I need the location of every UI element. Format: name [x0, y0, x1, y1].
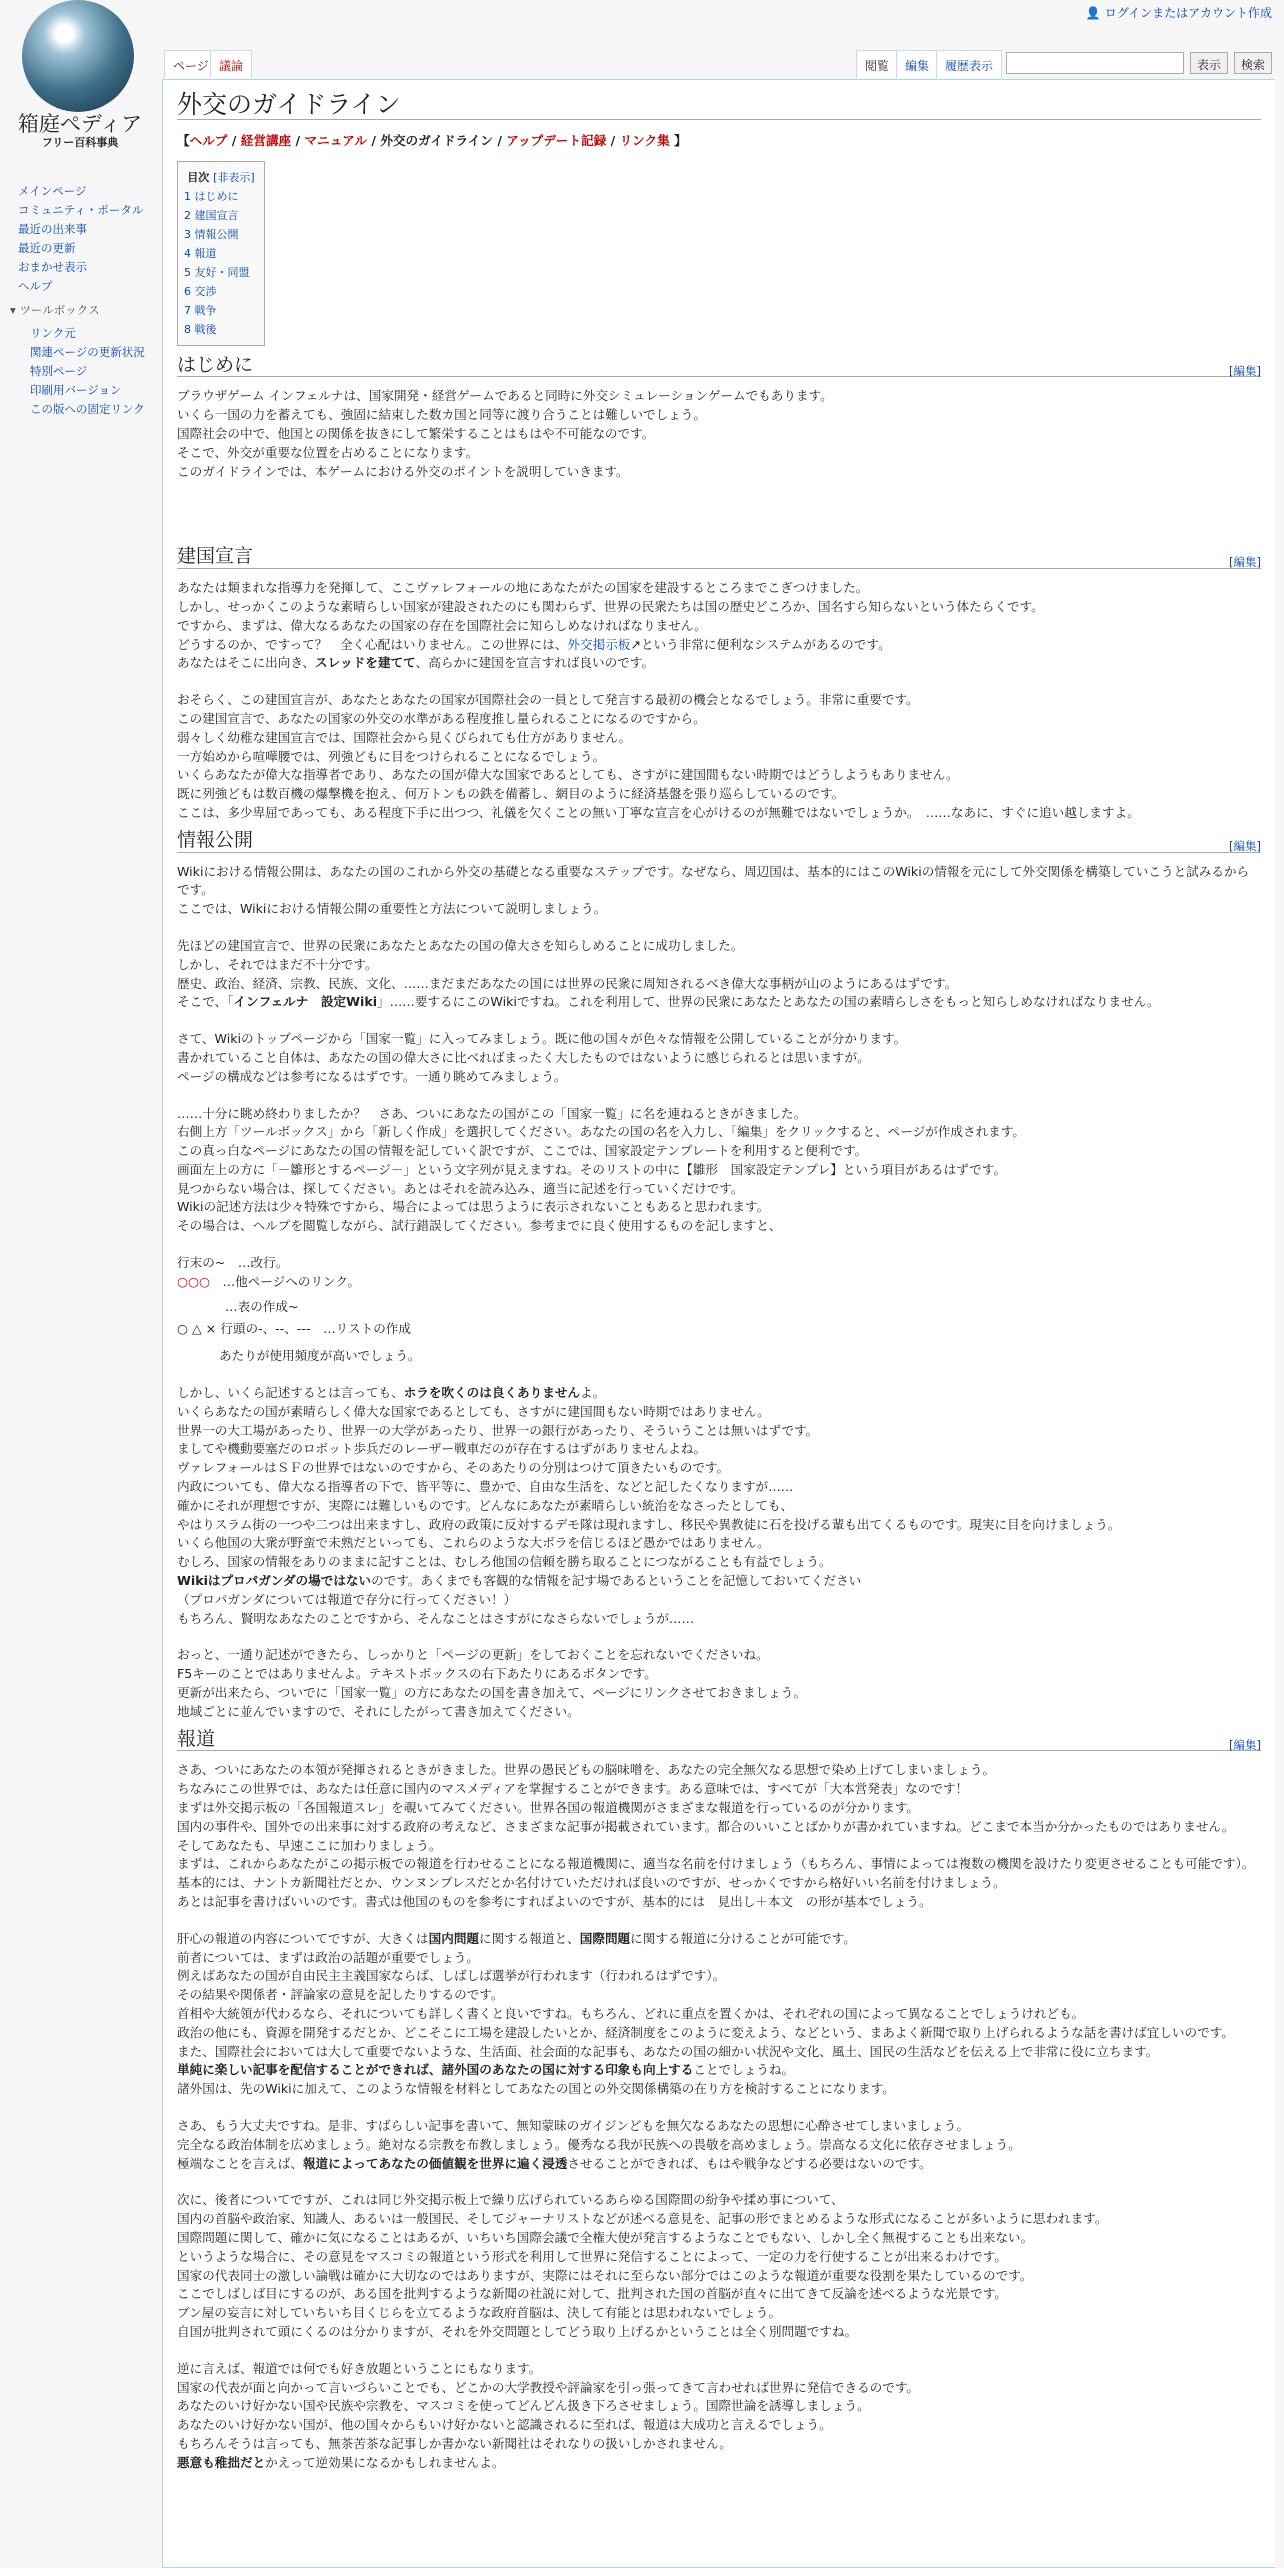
crumb-links[interactable]: リンク集 [619, 132, 670, 148]
toc-item-7[interactable]: 7 戦争 [184, 303, 217, 317]
paragraph: 単純に楽しい記事を配信することができれば、諸外国のあなたの国に対する印象も向上することでしょうね。 [177, 2062, 795, 2078]
tab-edit[interactable]: 編集 [896, 50, 938, 78]
diplomacy-board-link[interactable]: 外交掲示板 [567, 636, 631, 652]
nav-main-page[interactable]: メインページ [18, 184, 87, 198]
paragraph: あなたのいけ好かない国が、他の国々からもいけ好かないと認識されるに至れば、報道は大成功と言えるでしょう。 [177, 2417, 832, 2433]
paragraph: むしろ、国家の情報をありのままに記すことは、むしろ他国の信頼を勝ち取ることにつながることも有益でしょう。 [177, 1554, 832, 1570]
edit-link-disclosure[interactable]: [編集] [1229, 838, 1261, 853]
paragraph: やはりスラム街の一つや二つは出来ますし、政府の政策に反対するデモ隊は現れますし、移民や異教徒に石を投げる輩も出てくるものです。現実に目を向けましょう。 [177, 1516, 1121, 1532]
paragraph: 弱々しく幼稚な建国宣言では、国際社会から見くびられても仕方がありません。 [177, 729, 632, 745]
paragraph: 国際社会の中で、他国との関係を抜きにして繁栄することはもはや不可能なのです。 [177, 425, 655, 441]
paragraph: 更新が出来たら、ついでに「国家一覧」の方にあなたの国を書き加えて、ページにリンクさせておきましょう。 [177, 1685, 806, 1701]
paragraph: ページの構成などは参考になるはずです。一通り眺めてみましょう。 [177, 1068, 567, 1084]
tab-read[interactable]: 閲覧 [856, 50, 898, 78]
paragraph: もちろんそうは言っても、無茶苦茶な記事しか書かない新聞社はそれなりの扱いしかされません。 [177, 2435, 732, 2451]
paragraph: まずは、これからあなたがこの掲示板での報道を行わせることになる報道機関に、適当な名前を付けましょう（もちろん、事情によっては複数の機関を設けたり変更させることも可能です）。 [177, 1856, 1255, 1872]
paragraph: 肝心の報道の内容についてですが、大きくは国内問題に関する報道と、国際問題に関する報道に分けることが可能です。 [177, 1930, 856, 1946]
paragraph: いくらあなたの国が素晴らしく偉大な国家であるとしても、さすがに建国間もない時期ではありません。 [177, 1403, 770, 1419]
paragraph: 前者については、まずは政治の話題が重要でしょう。 [177, 1949, 479, 1965]
paragraph: 国家の代表が面と向かって言いづらいことでも、どこかの大学教授や評論家を引っ張ってきて言わせれば世界に発信できるのです。 [177, 2379, 920, 2395]
site-logo[interactable] [22, 0, 134, 112]
table-of-contents [177, 161, 265, 346]
paragraph: ここは、多少卑屈であっても、ある程度下手に出つつ、礼儀を欠くことの無い丁寧な宣言を心がけるのが無難ではないでしょうか。 ……なあに、すぐに追い越しますよ。 [177, 804, 1140, 820]
external-link-icon: ↗ [630, 636, 641, 652]
paragraph: ブン屋の妄言に対していちいち目くじらを立てるような政府首脳は、決して有能とは思われないでしょう。 [177, 2305, 781, 2321]
toolbox-related-changes[interactable]: 関連ページの更新状況 [30, 345, 145, 359]
paragraph: どうするのか、ですって？ 全く心配はいりません。この世界には、外交掲示板↗という非常に便利なシステムがあるのです。 [177, 636, 891, 652]
paragraph: さあ、もう大丈夫ですね。是非、すばらしい記事を書いて、無知蒙昧のガイジンどもを無欠なるあなたの思想に心酔させてしまいましょう。 [177, 2117, 969, 2133]
paragraph: この建国宣言で、あなたの国家の外交の水準がある程度推し量られることになるのですから。 [177, 710, 706, 726]
syntax-note: あたりが使用頻度が高いでしょう。 [219, 1348, 421, 1364]
paragraph: 国際問題に関して、確かに気になることはあるが、いちいち国際会議で全権大使が発言するようなことでもない、しかし全く無視することも出来ない。 [177, 2229, 1034, 2245]
toc-title: 目次 [187, 170, 210, 184]
paragraph: Wikiはプロパガンダの場ではないのです。あくまでも客観的な情報を記す場であるということを記憶しておいてください [177, 1573, 862, 1589]
paragraph: そこで、「インフェルナ 設定Wiki」……要するにこのWikiですね。これを利用して、世界の民衆にあなたとあなたの国の素晴らしさをもっと知らしめなければなりません。 [177, 994, 1160, 1010]
toc-item-1[interactable]: 1 はじめに [184, 189, 239, 203]
syntax-example: ○ △ × 行頭の-、--、--- …リストの作成 [177, 1321, 411, 1337]
crumb-help[interactable]: ヘルプ [189, 132, 228, 148]
syntax-example: 行末の~ …改行。 [177, 1255, 289, 1271]
edit-link-intro[interactable]: [編集] [1229, 363, 1261, 378]
paragraph: さあ、ついにあなたの本領が発揮されるときがきました。世界の愚民どもの脳味噌を、あなたの完全無欠なる思想で染め上げてしまいましょう。 [177, 1762, 996, 1778]
tab-history[interactable]: 履歴表示 [936, 50, 1002, 78]
paragraph: もちろん、賢明なあなたのことですから、そんなことはさすがになさらないでしょうが…… [177, 1610, 695, 1626]
tab-talk[interactable]: 議論 [210, 50, 252, 78]
paragraph: そこで、外交が重要な位置を占めることになります。 [177, 444, 478, 460]
search-button[interactable]: 検索 [1234, 52, 1272, 74]
paragraph: ブラウザゲーム インフェルナは、国家開発・経営ゲームであると同時に外交シミュレーションゲームでもあります。 [177, 388, 833, 404]
user-icon: 👤 [1085, 6, 1101, 20]
section-heading-intro: はじめに [編集] [177, 356, 1261, 378]
paragraph: 極端なことを言えば、報道によってあなたの価値観を世界に遍く浸透させることができれば、もはや戦争などする必要はないのです。 [177, 2155, 932, 2171]
nav-recent-changes[interactable]: 最近の更新 [18, 241, 76, 255]
paragraph: 基本的には、ナントカ新聞社だとか、ウンヌンプレスだとか名付けていただければ良いのですが、せっかくですから格好いい名前を付けましょう。 [177, 1875, 1006, 1891]
paragraph: その場合は、ヘルプを閲覧しながら、試行錯誤してください。参考までに良く使用するものを記しますと、 [177, 1218, 782, 1234]
search-input[interactable] [1006, 52, 1184, 74]
paragraph: 逆に言えば、報道では何でも好き放題ということにもなります。 [177, 2360, 542, 2376]
paragraph: いくら他国の大衆が野蛮で未熟だといっても、これらのような大ボラを信じるほど愚かではありません。 [177, 1535, 770, 1551]
toolbox-print-version[interactable]: 印刷用バージョン [30, 383, 122, 397]
syntax-example: ○○○ …他ページへのリンク。 [177, 1273, 361, 1289]
paragraph: いくらあなたが偉大な指導者であり、あなたの国が偉大な国家であるとしても、さすがに建国間もない時期ではどうしようもありません。 [177, 767, 959, 783]
paragraph: 国家の代表同士の激しい論戦は確かに大切なのではありますが、実際にはそれに至らない部分ではこのような報道が重要な役割を果たしているのです。 [177, 2267, 1033, 2283]
section-heading-press: 報道 [編集] [177, 1730, 1261, 1752]
paragraph: ヴァレフォールはＳＦの世界ではないのですから、そのあたりの分別はつけて頂きたいものです。 [177, 1460, 730, 1476]
toc-item-3[interactable]: 3 情報公開 [184, 227, 239, 241]
paragraph: また、国際社会においては大して重要でないような、生活面、社会面的な記事も、あなたの国の細かい状況や文化、風土、国民の生活などを伝える上で非常に役に立ちます。 [177, 2043, 1159, 2059]
paragraph: 内政についても、偉大なる指導者の下で、皆平等に、豊かで、自由な生活を、などと記したくなりますが…… [177, 1479, 794, 1495]
paragraph: 例えばあなたの国が自由民主主義国家ならば、しばしば選挙が行われます（行われるはずです）。 [177, 1968, 726, 1984]
crumb-course[interactable]: 経営講座 [240, 132, 292, 148]
site-subtitle: フリー百科事典 [41, 136, 119, 149]
breadcrumb: 【ヘルプ / 経営講座 / マニュアル / 外交のガイドライン / アップデート記録 / リンク集 】 [177, 132, 687, 148]
paragraph: あなたはそこに出向き、スレッドを建てて、高らかに建国を宣言すれば良いのです。 [177, 655, 654, 671]
crumb-current: 外交のガイドライン [380, 132, 493, 148]
paragraph: 自国が批判されて頭にくるのは分かりますが、それを外交問題としてどう取り上げるかということは全く別問題ですね。 [177, 2323, 858, 2339]
crumb-manual[interactable]: マニュアル [304, 132, 367, 148]
page-title: 外交のガイドライン [177, 96, 1261, 120]
paragraph: 一方始めから喧嘩腰では、列強どもに目をつけられることになるでしょう。 [177, 748, 606, 764]
edit-link-declaration[interactable]: [編集] [1229, 555, 1261, 570]
paragraph: （プロパガンダについては報道で存分に行ってください！） [177, 1591, 517, 1607]
paragraph: しかし、いくら記述するとは言っても、ホラを吹くのは良くありませんよ。 [177, 1385, 606, 1401]
paragraph: まずは外交掲示板の「各国報道スレ」を覗いてみてください。世界各国の報道機関がさまざまな報道を行っているのが分かります。 [177, 1800, 920, 1815]
paragraph: 諸外国は、先のWikiに加えて、このような情報を材料としてあなたの国との外交関係構築の在り方を検討することになります。 [177, 2081, 895, 2097]
toolbox-permalink[interactable]: この版への固定リンク [30, 402, 145, 416]
paragraph: F5キーのことではありませんよ。テキストボックスの右下あたりにあるボタンです。 [177, 1666, 657, 1682]
edit-link-press[interactable]: [編集] [1229, 1737, 1261, 1752]
paragraph: そしてあなたも、早速ここに加わりましょう。 [177, 1837, 442, 1853]
paragraph: 世界一の大工場があったり、世界一の大学があったり、世界一の銀行があったり、そういうことは無いはずです。 [177, 1422, 819, 1438]
paragraph: さて、Wikiのトップページから「国家一覧」に入ってみましょう。既に他の国々が色々な情報を公開していることが分かります。 [177, 1031, 907, 1047]
paragraph: 右側上方「ツールボックス」から「新しく作成」を選択してください。あなたの国の名を入力し、「編集」をクリックすると、ページが作成されます。 [177, 1124, 1025, 1140]
toolbox-whatlinkshere[interactable]: リンク元 [30, 326, 76, 340]
paragraph: 完全なる政治体制を広めましょう。絶対なる宗教を布教しましょう。優秀なる我が民族への畏敬を高めましょう。崇高なる文化に依存させましょう。 [177, 2136, 1021, 2152]
paragraph: ……十分に眺め終わりましたか？ さあ、ついにあなたの国がこの「国家一覧」に名を連ねるときがきました。 [177, 1105, 807, 1121]
toc-item-8[interactable]: 8 戦後 [184, 322, 217, 336]
paragraph: ここでしばしば目にするのが、ある国を批判するような新聞の社説に対して、批判された国の首脳が直々に出てきて反論を述べるような光景です。 [177, 2286, 1007, 2302]
paragraph: 悪意も稚拙だとかえって逆効果になるかもしれませんよ。 [177, 2454, 505, 2470]
paragraph: 国内の首脳や政治家、知識人、あるいは一般国民、そしてジャーナリストなどが述べる意見を、記事の形でまとめるような形式になることが多いように思われます。 [177, 2211, 1108, 2227]
paragraph: おっと、一通り記述ができたら、しっかりと「ページの更新」をしておくことを忘れないでくださいね。 [177, 1647, 769, 1663]
main-content [162, 79, 1275, 2568]
go-button[interactable]: 表示 [1190, 52, 1228, 74]
paragraph: あとは記事を書けばいいのです。書式は他国のものを参考にすればよいのですが、基本的には 見出し＋本文 の形が基本でしょう。 [177, 1893, 932, 1909]
nav-random-page[interactable]: おまかせ表示 [18, 260, 87, 274]
tab-page[interactable]: ページ [164, 50, 218, 78]
paragraph: 次に、後者についてですが、これは同じ外交掲示板上で繰り広げられているあらゆる国際間の紛争や揉め事について、 [177, 2192, 844, 2208]
paragraph: 先ほどの建国宣言で、世界の民衆にあなたとあなたの国の偉大さを知らしめることに成功しました。 [177, 937, 744, 953]
paragraph: というような場合に、その意見をマスコミの報道という形式を利用して世界に発信することによって、一定の力を行使することが出来るわけです。 [177, 2248, 1007, 2264]
paragraph: ここでは、Wikiにおける情報公開の重要性と方法について説明しましょう。 [177, 901, 607, 917]
toolbox-list [30, 324, 145, 419]
paragraph: 既に列強どもは数百機の爆撃機を抱え、何万トンもの鉄を備蓄し、網目のように経済基盤を張り巡らしているのです。 [177, 786, 845, 802]
section-heading-declaration: 建国宣言 [編集] [177, 547, 1261, 569]
toc-item-6[interactable]: 6 交渉 [184, 284, 217, 298]
paragraph: しかし、せっかくこのような素晴らしい国家が建設されたのにも関わらず、世界の民衆たちは国の歴史どころか、国名すら知らないという体たらくです。 [177, 598, 1044, 614]
paragraph: いくら一国の力を蓄えても、強固に結束した数カ国と同等に渡り合うことは難しいでしょう。 [177, 407, 706, 423]
chevron-down-icon: ▾ [10, 303, 16, 317]
paragraph: 政治の他にも、資源を開発するだとか、どこそこに工場を建設したいとか、経済制度をこのように変えよう、などという、まあよく新聞で取り上げられるような話を書けば宜しいのです。 [177, 2024, 1234, 2040]
paragraph: 書かれていること自体は、あなたの国の偉大さに比べればまったく大したものではないように感じられるとは思いますが。 [177, 1049, 870, 1065]
toolbox-special-pages[interactable]: 特別ページ [30, 364, 88, 378]
paragraph: 首相や大統領が代わるなら、それについても詳しく書くと良いですね。もちろん、どれに重点を置くかは、それぞれの国によって異なることでしょうけれども。 [177, 2005, 1085, 2021]
nav-community-portal[interactable]: コミュニティ・ポータル [18, 203, 144, 217]
paragraph: おそらく、この建国宣言が、あなたとあなたの国家が国際社会の一員として発言する最初の機会となるでしょう。非常に重要です。 [177, 692, 919, 708]
paragraph: Wikiの記述方法は少々特殊ですから、場合によっては思うように表示されないこともあると思われます。 [177, 1199, 770, 1215]
navigation-list [18, 182, 143, 296]
nav-help[interactable]: ヘルプ [18, 279, 53, 293]
paragraph: ですから、まずは、偉大なるあなたの国家の存在を国際社会に知らしめなければなりません。 [177, 617, 707, 633]
paragraph: ましてや機動要塞だのロボット歩兵だのレーザー戦車だのが存在するはずがありませんよね。 [177, 1441, 706, 1457]
paragraph: 確かにそれが理想ですが、実際には難しいものです。どんなにあなたが素晴らしい統治をなさったとしても、 [177, 1497, 794, 1513]
toc-item-5[interactable]: 5 友好・同盟 [184, 265, 250, 279]
paragraph: この真っ白なページにあなたの国の情報を記していく訳ですが、ここでは、国家設定テンプレートを利用すると便利です。 [177, 1143, 868, 1159]
paragraph: あなたは類まれな指導力を発揮して、ここヴァレフォールの地にあなたがたの国家を建設するところまでこぎつけました。 [177, 580, 869, 596]
paragraph: 見つからない場合は、探してください。あとはそれを読み込み、適当に記述を行っていくだけです。 [177, 1180, 744, 1196]
site-title: 箱庭ぺディア [17, 112, 143, 136]
paragraph: このガイドラインでは、本ゲームにおける外交のポイントを説明していきます。 [177, 463, 629, 479]
paragraph: ちなみにこの世界では、あなたは任意に国内のマスメディアを掌握することができます。ある意味では、すべてが「大本営発表」なのです！ [177, 1781, 969, 1797]
toc-item-2[interactable]: 2 建国宣言 [184, 208, 239, 222]
paragraph: その結果や関係者・評論家の意見を記したりするのです。 [177, 1987, 504, 2003]
toc-hide-link[interactable]: [非表示] [213, 170, 255, 184]
paragraph: 歴史、政治、経済、宗教、民族、文化、……まだまだあなたの国には世界の民衆に周知されるべき偉大な事柄が山のようにあるはずです。 [177, 975, 958, 991]
paragraph: 国内の事件や、国外での出来事に対する政府の考えなど、さまざまな記事が掲載されています。都合のいいことばかりが書かれていますね。どこまで本当か分かったものではありません。 [177, 1818, 1235, 1834]
section-heading-disclosure: 情報公開 [編集] [177, 831, 1261, 853]
login-link[interactable]: ログインまたはアカウント作成 [1104, 6, 1272, 20]
crumb-update-log[interactable]: アップデート記録 [506, 132, 607, 148]
paragraph: あなたのいけ好かない国や民族や宗教を、マスコミを使ってどんどん扱き下ろさせましょう。国際世論を誘導しましょう。 [177, 2398, 870, 2414]
toc-item-4[interactable]: 4 報道 [184, 246, 217, 260]
toolbox-heading[interactable]: ▾ ツールボックス [10, 303, 100, 317]
nav-current-events[interactable]: 最近の出来事 [18, 222, 87, 236]
paragraph: しかし、それではまだ不十分です。 [177, 956, 378, 972]
paragraph: 画面左上の方に「－雛形とするページ－」という文字列が見えますね。そのリストの中に【雛形 国家設定テンプレ】という項目があるはずです。 [177, 1161, 1006, 1177]
user-login[interactable] [1086, 4, 1272, 21]
paragraph: 地域ごとに並んでいますので、それにしたがって書き加えてください。 [177, 1703, 580, 1719]
syntax-example: …表の作成~ [225, 1298, 299, 1314]
paragraph: Wikiにおける情報公開は、あなたの国のこれから外交の基礎となる重要なステップです。なぜなら、周辺国は、基本的にはこのWikiの情報を元にして外交関係を構築していこうと試みるからです。 [177, 863, 1250, 898]
